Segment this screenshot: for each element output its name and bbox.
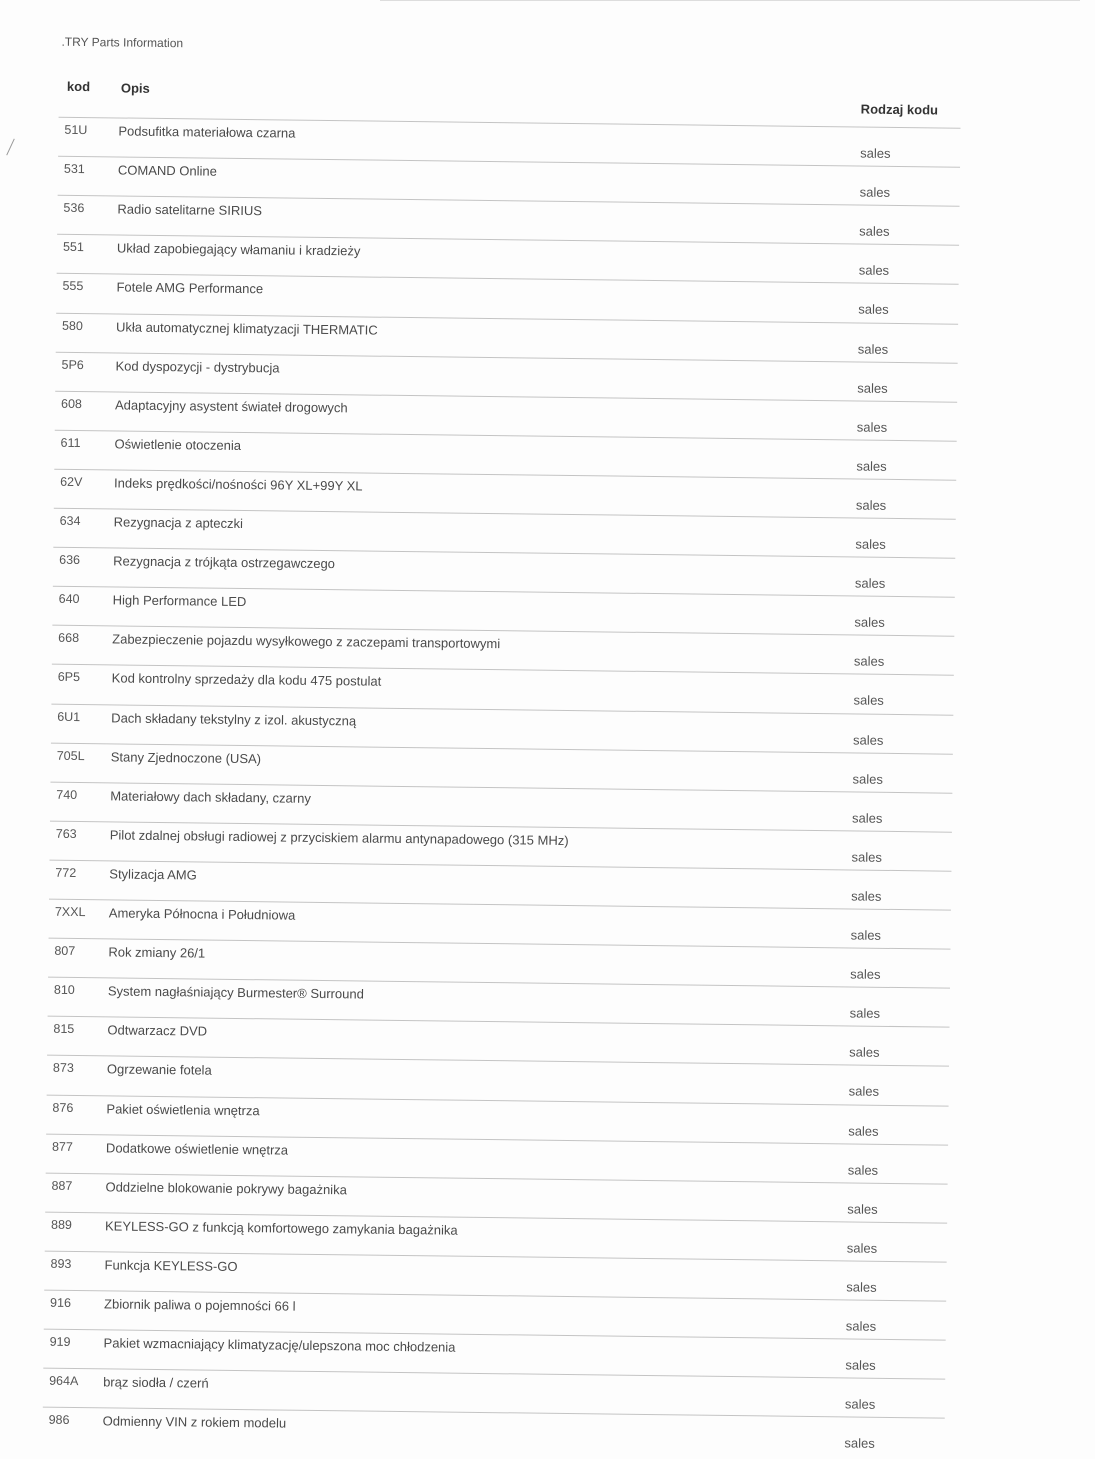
part-code: 705L <box>56 748 85 763</box>
code-type: sales <box>844 1396 876 1412</box>
code-type: sales <box>850 927 882 943</box>
code-type: sales <box>846 1279 877 1295</box>
code-type: sales <box>849 1005 881 1022</box>
part-code: 580 <box>61 318 83 333</box>
part-description: Radio satelitarne SIRIUS <box>117 201 263 219</box>
code-type: sales <box>857 341 889 357</box>
part-description: Ameryka Północna i Południowa <box>108 905 296 923</box>
part-description: Oddzielne blokowanie pokrywy bagażnika <box>105 1179 347 1198</box>
part-code: 889 <box>50 1217 72 1232</box>
part-description: Funkcja KEYLESS-GO <box>104 1257 238 1274</box>
part-code: 634 <box>59 513 81 529</box>
part-description: Pakiet oświetlenia wnętrza <box>106 1100 260 1118</box>
part-description: Stany Zjednoczone (USA) <box>110 749 262 766</box>
part-description: Pakiet wzmacniający klimatyzację/ulepszona moc chłodzenia <box>103 1335 456 1355</box>
code-type: sales <box>851 888 882 904</box>
part-description: Indeks prędkości/nośności 96Y XL+99Y XL <box>114 475 363 494</box>
part-description: Ukła automatycznej klimatyzacji THERMATIC <box>115 318 378 338</box>
part-description: Pilot zdalnej obsługi radiowej z przyciskiem alarmu antynapadowego (315 MHz) <box>109 827 569 848</box>
part-description: COMAND Online <box>117 162 217 179</box>
code-type: sales <box>849 1044 880 1061</box>
code-type: sales <box>858 301 889 318</box>
part-description: Kod kontrolny sprzedaży dla kodu 475 postulat <box>111 670 382 690</box>
part-code: 7XXL <box>54 904 86 920</box>
part-code: 986 <box>48 1412 70 1428</box>
part-code: 810 <box>53 982 75 998</box>
code-type: sales <box>846 1240 878 1256</box>
code-type: sales <box>854 614 885 631</box>
part-description: Odmienny VIN z rokiem modelu <box>102 1413 287 1431</box>
code-type: sales <box>858 262 890 279</box>
part-description: Oświetlenie otoczenia <box>114 436 242 453</box>
part-description: Zabezpieczenie pojazdu wysyłkowego z zaczepami transportowymi <box>112 631 501 652</box>
part-code: 772 <box>55 865 77 880</box>
code-type: sales <box>853 692 884 709</box>
part-description: Podsufitka materiałowa czarna <box>118 123 296 141</box>
code-type: sales <box>847 1201 878 1217</box>
scan-edge-line <box>380 0 1080 1</box>
part-code: 636 <box>59 552 81 568</box>
part-code: 916 <box>50 1295 72 1310</box>
part-code: 740 <box>56 787 78 802</box>
part-code: 893 <box>50 1256 72 1271</box>
code-type: sales <box>855 536 886 552</box>
part-description: Kod dyspozycji - dystrybucja <box>115 358 280 376</box>
part-description: Stylizacja AMG <box>109 866 197 883</box>
code-type: sales <box>852 731 884 748</box>
part-description: Odtwarzacz DVD <box>107 1022 208 1039</box>
part-description: Dodatkowe oświetlenie wnętrza <box>105 1139 289 1158</box>
code-type: sales <box>847 1162 879 1178</box>
header-description: Opis <box>120 80 150 96</box>
code-type: sales <box>850 966 881 982</box>
code-type: sales <box>859 223 890 240</box>
part-code: 5P6 <box>61 357 84 372</box>
part-code: 807 <box>54 943 76 959</box>
part-description: Ogrzewanie fotela <box>106 1061 212 1079</box>
part-code: 608 <box>60 396 83 411</box>
part-code: 876 <box>52 1100 74 1115</box>
part-code: 6U1 <box>57 709 81 724</box>
part-code: 555 <box>62 279 84 294</box>
part-description: Rezygnacja z trójkąta ostrzegawczego <box>113 553 336 572</box>
part-description: Materiałowy dach składany, czarny <box>110 788 311 806</box>
header-code: kod <box>66 78 91 95</box>
code-type: sales <box>845 1318 877 1334</box>
part-description: Rok zmiany 26/1 <box>108 944 206 961</box>
code-type: sales <box>845 1357 876 1373</box>
part-code: 964A <box>49 1373 79 1389</box>
part-code: 551 <box>62 240 84 255</box>
code-type: sales <box>855 497 887 513</box>
part-description: Dach składany tekstylny z izol. akustyczną <box>111 709 357 728</box>
code-type: sales <box>856 458 887 474</box>
document-title: .TRY Parts Information <box>61 34 184 51</box>
part-description: Zbiornik paliwa o pojemności 66 l <box>103 1296 296 1314</box>
part-code: 873 <box>52 1061 74 1076</box>
part-code: 62V <box>60 474 83 489</box>
part-description: System nagłaśniający Burmester® Surround <box>107 983 364 1002</box>
code-type: sales <box>853 653 885 670</box>
code-type: sales <box>856 419 888 435</box>
code-type: sales <box>859 184 891 200</box>
code-type: sales <box>857 380 888 396</box>
part-code: 531 <box>63 161 85 177</box>
part-code: 51U <box>64 122 88 138</box>
part-description: Adaptacyjny asystent świateł drogowych <box>114 397 348 415</box>
part-description: brąz siodła / czerń <box>103 1374 209 1391</box>
code-type: sales <box>854 575 886 591</box>
part-code: 877 <box>51 1139 73 1154</box>
part-code: 887 <box>51 1178 73 1193</box>
code-type: sales <box>852 771 884 787</box>
part-code: 536 <box>63 200 85 216</box>
part-code: 919 <box>49 1334 71 1350</box>
code-type: sales <box>844 1435 875 1452</box>
part-code: 6P5 <box>57 670 81 685</box>
code-type: sales <box>848 1083 880 1100</box>
part-description: Układ zapobiegający włamaniu i kradzieży <box>116 240 361 259</box>
part-description: High Performance LED <box>112 592 247 610</box>
part-description: KEYLESS-GO z funkcją komfortowego zamykania bagażnika <box>104 1218 458 1238</box>
part-description: Fotele AMG Performance <box>116 279 264 297</box>
code-type: sales <box>851 849 883 865</box>
part-code: 640 <box>58 591 80 607</box>
part-description: Rezygnacja z apteczki <box>113 514 244 532</box>
part-code: 611 <box>60 435 81 450</box>
code-type: sales <box>848 1122 879 1139</box>
part-code: 763 <box>55 826 77 841</box>
code-type: sales <box>851 810 883 826</box>
part-code: 668 <box>58 631 80 646</box>
part-code: 815 <box>53 1022 75 1037</box>
header-code-type: Rodzaj kodu <box>860 101 939 118</box>
code-type: sales <box>860 145 891 161</box>
